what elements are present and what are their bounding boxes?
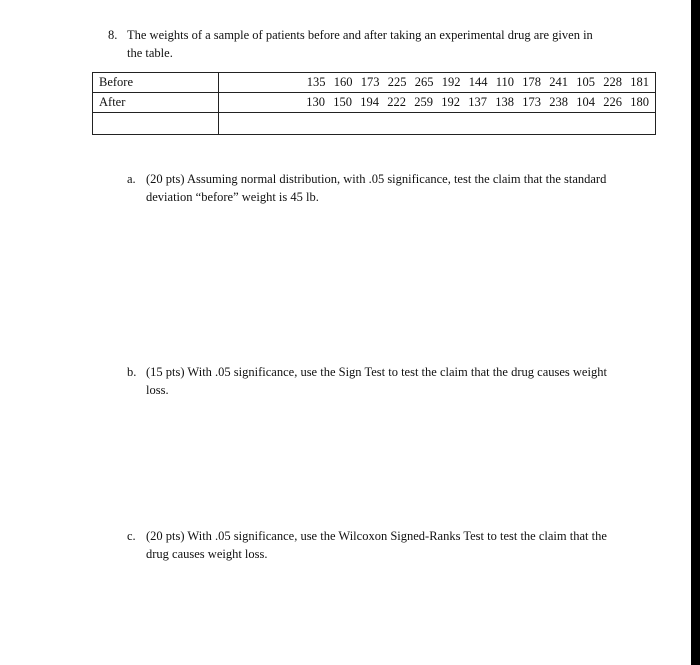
part-text: (20 pts) Assuming normal distribution, with .05 significance, test the claim that the standard deviation “before” weight is 45 lb. xyxy=(146,172,607,204)
empty-cell xyxy=(219,113,656,135)
part-letter: b. xyxy=(127,365,137,379)
part-text: (20 pts) With .05 significance, use the Wilcoxon Signed-Ranks Test to test the claim that the drug causes weight loss. xyxy=(146,529,607,561)
empty-cell xyxy=(93,113,219,135)
question-number: 8. xyxy=(108,28,118,42)
part-letter: c. xyxy=(127,529,136,543)
table-row xyxy=(93,93,656,113)
row-label-before: Before xyxy=(93,73,219,93)
row-values-after: 130 150 194 222 259 192 137 138 173 238 104 226 180 xyxy=(219,93,656,113)
part-text: (15 pts) With .05 significance, use the Sign Test to test the claim that the drug causes weight loss. xyxy=(146,365,607,397)
window-edge-bar xyxy=(691,0,700,665)
row-label-after: After xyxy=(93,93,219,113)
part-letter: a. xyxy=(127,172,136,186)
row-values-before: 135 160 173 225 265 192 144 110 178 241 105 228 181 xyxy=(219,73,656,93)
question-text: The weights of a sample of patients before and after taking an experimental drug are given in the table. xyxy=(127,28,593,60)
table-row xyxy=(93,73,656,93)
weights-table xyxy=(92,72,656,135)
table-row-empty xyxy=(93,113,656,135)
